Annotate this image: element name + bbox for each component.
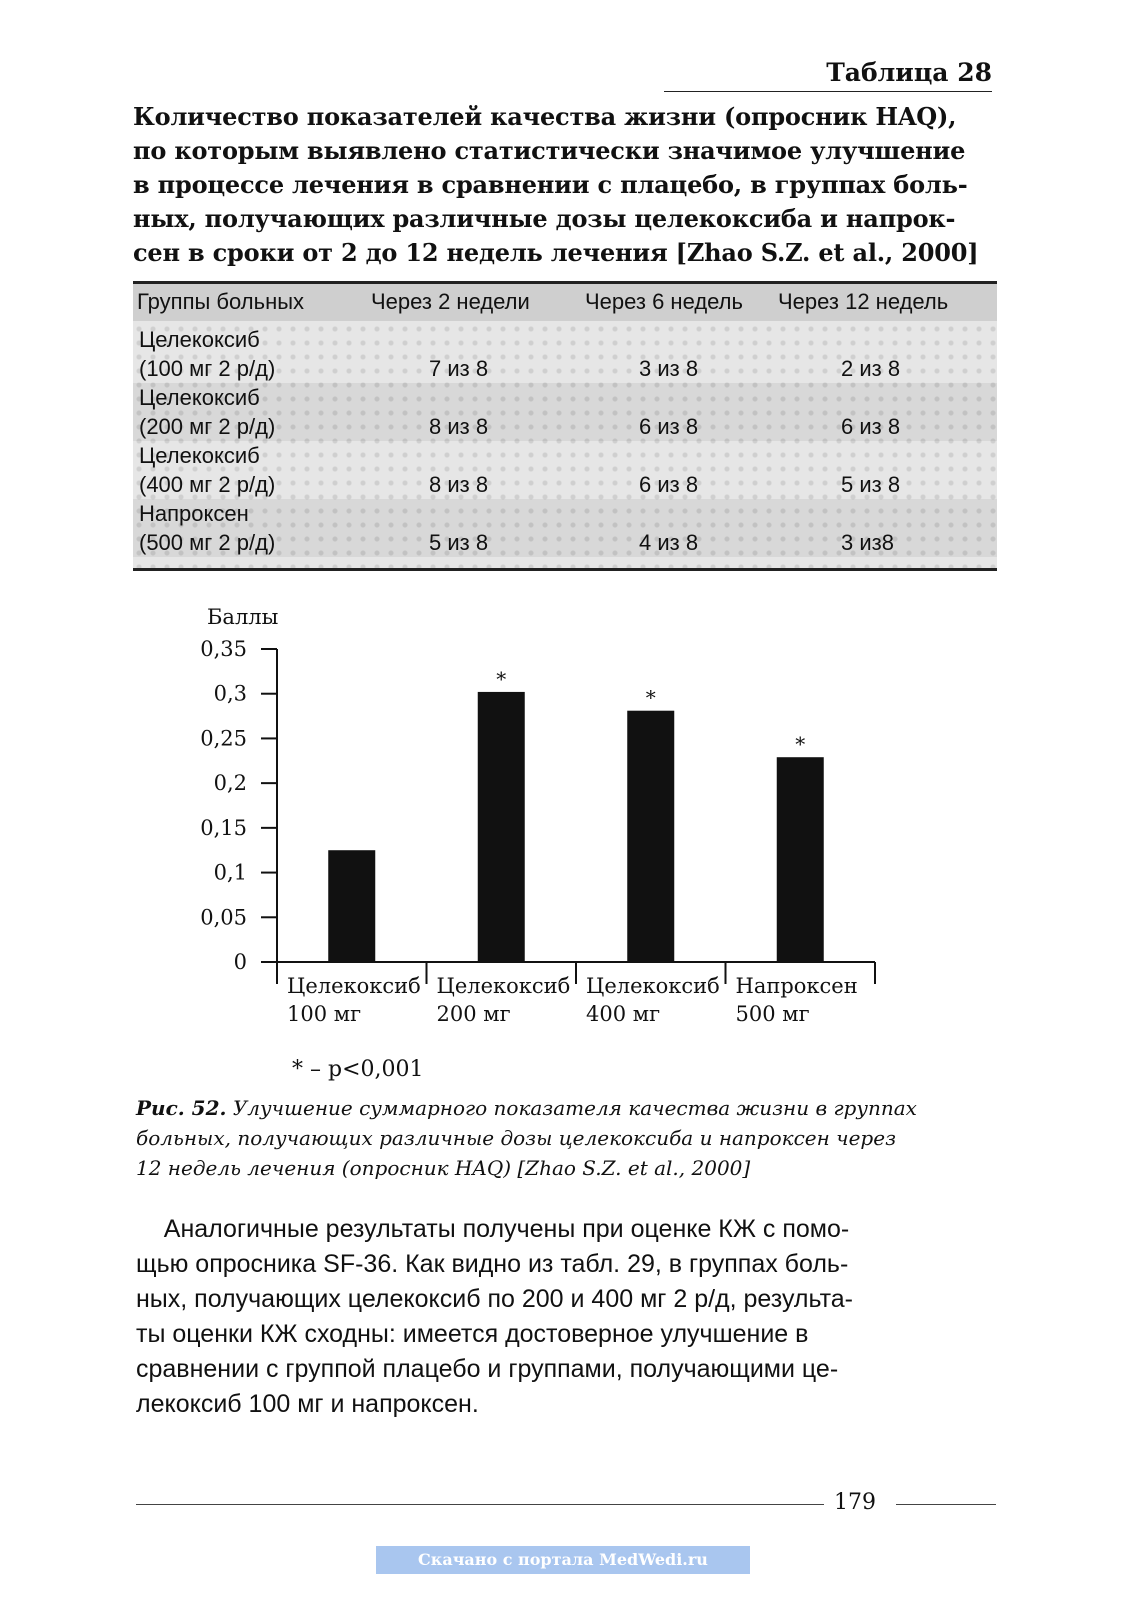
cell-week-2: 5 из 8 [429,530,489,555]
bar [627,711,674,962]
table-caption-line: Количество показателей качества жизни (опросник HAQ), [133,102,957,131]
x-tick-label-dose: 400 мг [586,1002,661,1026]
y-tick-label: 0,3 [213,681,247,706]
y-tick-label: 0,1 [213,860,247,885]
cell-week-2: 8 из 8 [429,472,489,497]
group-dose-line: (200 мг 2 р/д) [139,414,276,439]
chart-footnote: * – p<0,001 [292,1057,424,1082]
group-name [139,441,275,499]
x-tick-label: Целекоксиб [586,974,720,998]
cell-week-2: 8 из 8 [429,414,489,439]
group-name-line: Целекоксиб [139,385,260,410]
header-groups: Группы больных [137,289,305,314]
significance-marker: * [496,666,507,691]
cell-week-2: 7 из 8 [429,356,489,381]
footer-rule [136,1504,824,1505]
table-caption-line: в процессе лечения в сравнении с плацебо, в группах боль- [133,170,968,199]
x-tick-label-dose: 500 мг [735,1002,810,1026]
body-line: лекоксиб 100 мг и напроксен. [136,1390,479,1418]
group-name-line: Напроксен [139,501,249,526]
body-paragraph [136,1212,996,1422]
body-line: ных, получающих целекоксиб по 200 и 400 мг 2 р/д, результа- [136,1285,853,1313]
group-dose-line: (400 мг 2 р/д) [139,472,276,497]
figure-caption-line: больных, получающих различные дозы целекоксиба и напроксен через [136,1126,896,1150]
group-name-line: Целекоксиб [139,443,260,468]
page-footer [136,1490,996,1520]
footer-rule [896,1504,996,1505]
bar-chart [0,600,1128,1050]
table-row [133,441,997,499]
table-caption [133,100,999,270]
group-name-line: Целекоксиб [139,327,260,352]
bar [777,757,824,962]
cell-week-6: 6 из 8 [639,414,699,439]
cell-week-6: 4 из 8 [639,530,699,555]
y-tick-label: 0 [233,950,247,974]
header-week-2: Через 2 недели [371,289,530,314]
y-axis-label: Баллы [207,605,279,629]
group-name [139,499,275,557]
data-table [133,281,997,571]
figure-caption-line: 12 недель лечения (опросник HAQ) [Zhao S.Z. et al., 2000] [136,1156,751,1180]
cell-week-12: 3 из8 [841,530,894,555]
table-row [133,383,997,441]
significance-marker: * [795,732,806,757]
group-name [139,383,275,441]
cell-week-12: 2 из 8 [841,356,901,381]
x-tick-label: Напроксен [735,974,858,998]
x-tick-label: Целекоксиб [287,974,421,998]
y-tick-label: 0,25 [200,726,247,751]
header-week-12: Через 12 недель [778,289,949,314]
bar [328,850,375,962]
cell-week-12: 5 из 8 [841,472,901,497]
significance-marker: * [645,685,656,710]
figure-label: Рис. 52. [136,1096,227,1120]
header-week-6: Через 6 недель [585,289,743,314]
bar [478,692,525,962]
y-tick-label: 0,15 [200,815,247,840]
x-tick-label-dose: 200 мг [436,1002,511,1026]
y-tick-label: 0,2 [213,771,247,796]
page-number: 179 [834,1490,876,1515]
body-line: ты оценки КЖ сходны: имеется достоверное улучшение в [136,1320,809,1348]
body-line: щью опросника SF-36. Как видно из табл. 29, в группах боль- [136,1250,849,1278]
download-watermark[interactable]: Скачано с портала MedWedi.ru [376,1546,750,1574]
table-caption-line: ных, получающих различные дозы целекоксиба и напрок- [133,204,956,233]
group-dose-line: (100 мг 2 р/д) [139,356,276,381]
table-row [133,499,997,557]
figure-caption-text: Улучшение суммарного показателя качества жизни в группах [226,1096,917,1120]
y-tick-label: 0,05 [200,905,247,930]
cell-week-6: 6 из 8 [639,472,699,497]
y-tick-label: 0,35 [200,637,247,661]
figure-caption-line [136,1093,986,1123]
table-header-row [133,281,997,321]
x-tick-label-dose: 100 мг [287,1002,362,1026]
table-caption-line: по которым выявлено статистически значимое улучшение [133,136,966,165]
figure-caption [136,1093,986,1183]
cell-week-6: 3 из 8 [639,356,699,381]
table-caption-line: сен в сроки от 2 до 12 недель лечения [Zhao S.Z. et al., 2000] [133,238,979,267]
body-line: сравнении с группой плацебо и группами, получающими це- [136,1355,839,1383]
table-number: Таблица 28 [664,58,992,92]
x-tick-label: Целекоксиб [436,974,571,998]
group-name [139,325,275,383]
table-row [133,325,997,383]
group-dose-line: (500 мг 2 р/д) [139,530,276,555]
cell-week-12: 6 из 8 [841,414,901,439]
body-line: Аналогичные результаты получены при оценке КЖ с помо- [136,1215,850,1243]
